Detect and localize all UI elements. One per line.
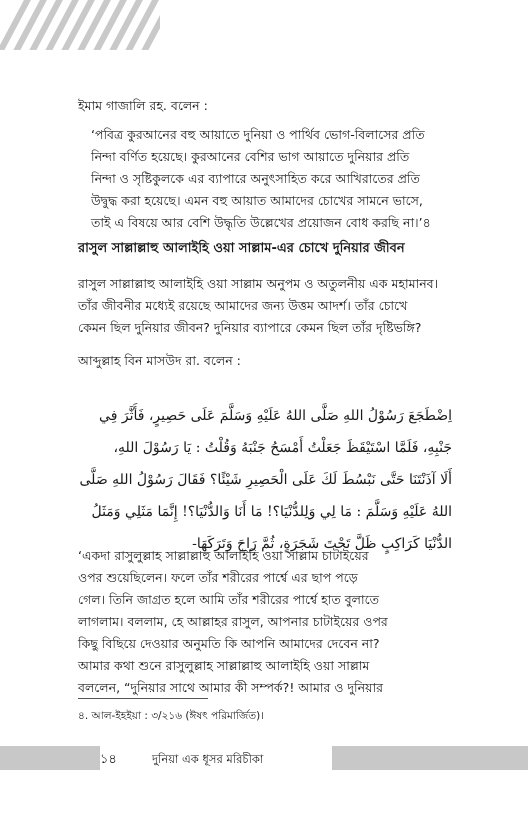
- translation-line: গেল। তিনি জাগ্রত হলে আমি তাঁর শরীরের পার্শ্বে হাত বুলাতে: [78, 592, 379, 607]
- arabic-line: جَنْبِهِ، فَلَمَّا اسْتَيْقَظَ جَعَلْتُ أَمْسَحُ جَنْبَهُ وَقُلْتُ : يَا رَسُوْلَ اللهِ،: [113, 440, 452, 456]
- paragraph-line: রাসুল সাল্লাল্লাহু আলাইহি ওয়া সাল্লাম অনুপম ও অতুলনীয় এক মহামানব।: [78, 276, 439, 291]
- book-title: দুনিয়া এক ধূসর মরিচীকা: [152, 752, 264, 766]
- footnote-divider: [78, 698, 208, 699]
- header-stripes-decoration: [0, 0, 160, 50]
- quote-line: ‘পবিত্র কুরআনের বহু আয়াতে দুনিয়া ও পার্থিব ভোগ-বিলাসের প্রতি: [91, 127, 425, 142]
- translation-line: ওপর শুয়েছিলেন। ফলে তাঁর শরীরের পার্শ্বে এর ছাপ পড়ে: [78, 570, 358, 585]
- page-footer: [0, 746, 528, 770]
- paragraph-line: তাঁর জীবনীর মধ্যেই রয়েছে আমাদের জন্য উত্তম আদর্শ। তাঁর চোখে: [78, 298, 408, 313]
- translation-line: ‘একদা রাসুলুল্লাহ সাল্লাল্লাহু আলাইহি ওয়া সাল্লাম চাটাইয়ের: [78, 548, 369, 563]
- arabic-line: أَلَا آذَنْتَنَا حَتَّى نَبْسُطَ لَكَ عَلَى الْحَصِيرِ شَيْئًا؟ فَقَالَ رَسُوْلُ اللهِ صَلَّى: [79, 472, 452, 488]
- narrator-line: আব্দুল্লাহ বিন মাসউদ রা. বলেন :: [78, 353, 241, 368]
- arabic-line: الدُّنْيَا كَرَاكِبٍ ظَلَّ تَحْتَ شَجَرَةٍ، ثُمَّ رَاحَ وَتَرَكَهَا-: [192, 536, 452, 552]
- paragraph-line: কেমন ছিল দুনিয়ার জীবন? দুনিয়ার ব্যাপারে কেমন ছিল তাঁর দৃষ্টিভঙ্গি?: [78, 320, 422, 335]
- section-heading: রাসুল সাল্লাল্লাহু আলাইহি ওয়া সাল্লাম-এর চোখে দুনিয়ার জীবন: [78, 241, 405, 256]
- ghazali-quote: [91, 124, 451, 234]
- translation-line: লাগলাম। বললাম, হে আল্লাহর রাসুল, আপনার চাটাইয়ের ওপর: [78, 614, 388, 629]
- quote-line: নিন্দা ও সৃষ্টিকুলকে এর ব্যাপারে অনুৎসাহিত করে আখিরাতের প্রতি: [91, 171, 420, 186]
- arabic-line: اللهُ عَلَيْهِ وَسَلَّمَ : مَا لِي وَلِلدُّنْيَا؟! مَا أَنَا وَالدُّنْيَا؟! إِنَّمَا مَثَلِي وَمَثَلُ: [91, 504, 452, 520]
- hadith-translation: [78, 545, 450, 699]
- translation-line: বললেন, “দুনিয়ার সাথে আমার কী সম্পর্ক?! আমার ও দুনিয়ার: [78, 680, 383, 695]
- translation-line: আমার কথা শুনে রাসুলুল্লাহ সাল্লাল্লাহু আলাইহি ওয়া সাল্লাম: [78, 658, 370, 673]
- paragraph-intro: [78, 273, 450, 339]
- footnote: ৪. আল-ইহইয়া : ৩/২১৬ (ঈষৎ পরিমার্জিত)।: [78, 710, 264, 722]
- quote-line: তাই এ বিষয়ে আর বেশি উদ্ধৃতি উল্লেখের প্রয়োজন বোধ করছি না।’৪: [91, 215, 431, 230]
- translation-line: কিছু বিছিয়ে দেওয়ার অনুমতি কি আপনি আমাদের দেবেন না?: [78, 636, 380, 651]
- quote-line: নিন্দা বর্ণিত হয়েছে। কুরআনের বেশির ভাগ আয়াতে দুনিয়ার প্রতি: [91, 149, 410, 164]
- quote-line: উদ্বুদ্ধ করা হয়েছে। এমন বহু আয়াত আমাদের চোখের সামনে ভাসে,: [91, 193, 423, 208]
- intro-line: ইমাম গাজালি রহ. বলেন :: [78, 98, 208, 113]
- arabic-hadith: [76, 400, 452, 560]
- page-number: ১৪: [100, 752, 117, 767]
- arabic-line: اِضْطَجَعَ رَسُوْلُ اللهِ صَلَّى اللهُ عَلَيْهِ وَسَلَّمَ عَلَى حَصِيرٍ، فَأَثَّرَ فِي: [99, 408, 452, 424]
